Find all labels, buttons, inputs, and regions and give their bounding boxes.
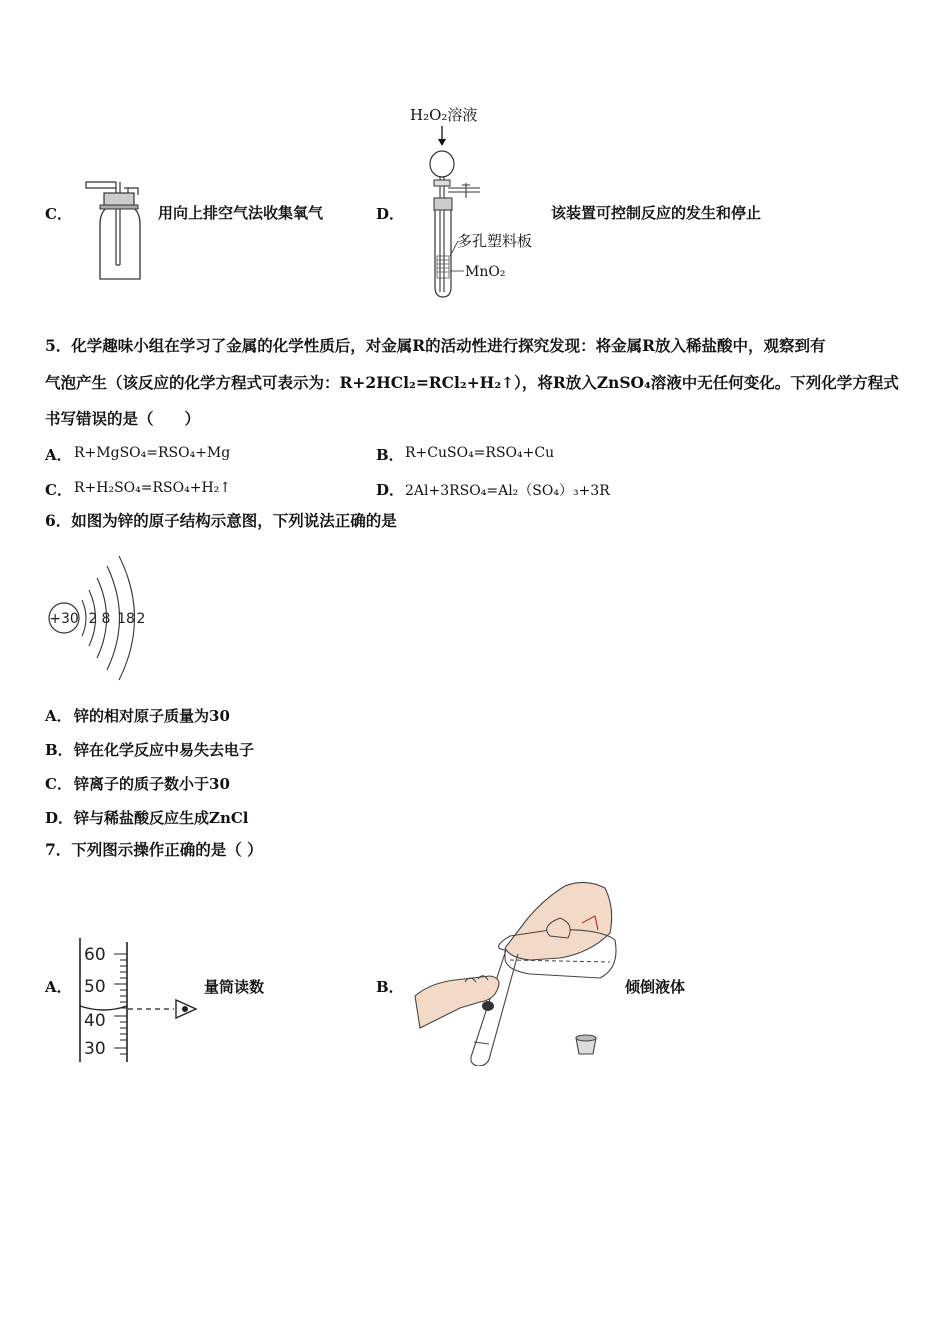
q6-option-a-text: 锌的相对原子质量为30 [74,707,230,725]
gas-collecting-bottle-figure [78,175,150,287]
q6-option-d-text: 锌与稀盐酸反应生成ZnCl [74,809,249,827]
shell-2-electrons: 8 [101,611,111,627]
cylinder-tick-50: 50 [84,977,106,997]
q6-option-d-label: D． [45,809,74,827]
q7-stem: 7．下列图示操作正确的是（ ） [45,840,263,859]
shell-1-electrons: 2 [88,611,98,627]
option-c-label: C． [45,205,72,223]
q5-stem-line-2: 气泡产生（该反应的化学方程式可表示为：R+2HCl₂=RCl₂+H₂↑），将R放入ZnSO₄溶液中无任何变化。下列化学方程式 [45,373,899,392]
q6-option-b-label: B． [45,741,73,759]
q7-option-a-label: A． [45,978,72,996]
q6-option-c-text: 锌离子的质子数小于30 [74,775,230,793]
q6-stem: 6．如图为锌的原子结构示意图，下列说法正确的是 [45,511,397,530]
q5-option-b-label: B． [376,446,404,464]
q6-option-c-label: C． [45,775,72,793]
cylinder-tick-30: 30 [84,1039,106,1059]
cylinder-tick-60: 60 [84,945,106,965]
cylinder-tick-40: 40 [84,1011,106,1031]
q5-option-a-label: A． [45,446,72,464]
zinc-atom-structure-diagram [42,556,166,688]
porous-plate-label: 多孔塑料板 [457,232,533,250]
q5-option-b-text: R+CuSO₄=RSO₄+Cu [405,445,555,461]
q6-option-b-text: 锌在化学反应中易失去电子 [74,741,255,759]
option-d-label: D． [376,205,405,223]
h2o2-solution-label: H₂O₂溶液 [410,106,478,124]
q5-option-c-text: R+H₂SO₄=RSO₄+H₂↑ [74,480,232,496]
shell-3-electrons: 18 [117,611,135,627]
pouring-liquid-figure [410,878,625,1066]
q5-option-d-text: 2Al+3RSO₄=Al₂（SO₄）₃+3R [405,483,610,499]
shell-4-electrons: 2 [136,611,146,627]
graduated-cylinder-reading-figure [76,938,201,1064]
q6-option-a-label: A． [45,707,72,725]
q7-option-b-label: B． [376,978,404,996]
nucleus-charge: +30 [49,611,79,627]
q5-option-a-text: R+MgSO₄=RSO₄+Mg [74,445,231,461]
q5-option-c-label: C． [45,481,72,499]
q5-stem-line-1: 5．化学趣味小组在学习了金属的化学性质后，对金属R的活动性进行探究发现：将金属R放入稀盐酸中，观察到有 [45,336,826,355]
option-c-text: 用向上排空气法收集氧气 [158,204,324,222]
option-d-text: 该装置可控制反应的发生和停止 [551,204,762,222]
q7-option-a-text: 量筒读数 [204,978,265,996]
q5-stem-line-3: 书写错误的是（ ） [45,409,201,428]
q5-option-d-label: D． [376,481,405,499]
q7-option-b-text: 倾倒液体 [625,978,686,996]
mno2-label: MnO₂ [465,264,506,280]
